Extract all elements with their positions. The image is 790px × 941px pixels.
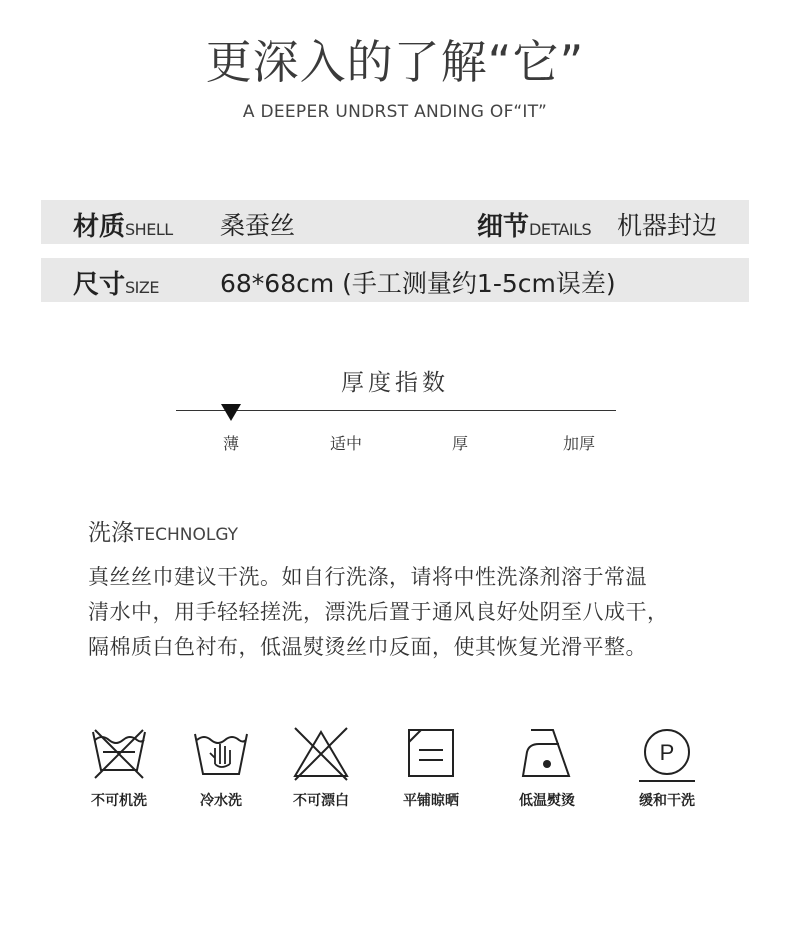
thickness-level: 适中 [329,434,362,453]
care-item-low-iron [492,726,602,810]
washing-instructions [88,560,728,665]
washing-title [88,514,238,547]
thickness-level: 加厚 [562,434,595,453]
spec-bar-material [41,200,749,244]
size-label-text: 尺寸 [73,270,126,300]
care-label: 平铺晾晒 [403,793,459,809]
care-label: 缓和干洗 [639,793,695,809]
washing-title-text: 洗涤 [88,520,134,546]
detail-value: 机器封边 [617,211,718,240]
page-title: 更深入的了解“它” [205,35,585,89]
thickness-scale-line [176,410,616,411]
thickness-title: 厚度指数 [341,370,449,396]
washing-title-en: TECHNOLGY [134,525,239,545]
low-iron-icon [517,726,577,782]
care-item-cold-hand-wash [166,726,276,810]
cold-hand-wash-icon [191,726,251,782]
dry-clean-symbol: P [659,740,675,765]
detail-label [477,206,591,243]
washing-line: 隔棉质白色衬布，低温熨烫丝巾反面，使其恢复光滑平整。 [88,635,647,659]
care-item-no-machine-wash [64,726,174,810]
washing-line: 清水中，用手轻轻搓洗，漂洗后置于通风良好处阴至八成干， [88,600,669,624]
thickness-level: 薄 [222,434,239,453]
material-label-text: 材质 [73,212,126,242]
thickness-marker-icon [221,404,241,421]
size-label-en: SIZE [125,278,159,297]
size-value: 68*68cm (手工测量约1-5cm误差) [220,269,616,298]
care-label: 冷水洗 [200,793,242,809]
washing-line: 真丝丝巾建议干洗。如自行洗涤，请将中性洗涤剂溶于常温 [88,565,647,589]
thickness-level: 厚 [451,434,468,453]
gentle-dry-clean-icon [635,726,699,784]
care-label: 不可机洗 [91,793,147,809]
material-label [73,206,173,243]
no-machine-wash-icon [89,726,149,782]
flat-dry-icon [401,726,461,782]
detail-label-text: 细节 [477,212,530,242]
size-label [73,264,159,301]
page-subtitle: A DEEPER UNDRST ANDING OF“IT” [242,102,548,122]
care-item-flat-dry [376,726,486,810]
care-item-no-bleach [266,726,376,810]
detail-label-en: DETAILS [529,220,592,239]
spec-bar-size [41,258,749,302]
material-label-en: SHELL [125,220,173,239]
material-value: 桑蚕丝 [220,211,296,240]
care-item-gentle-dry-clean [612,726,722,810]
no-bleach-icon [291,726,351,782]
care-label: 低温熨烫 [519,793,575,809]
care-label: 不可漂白 [293,793,349,809]
